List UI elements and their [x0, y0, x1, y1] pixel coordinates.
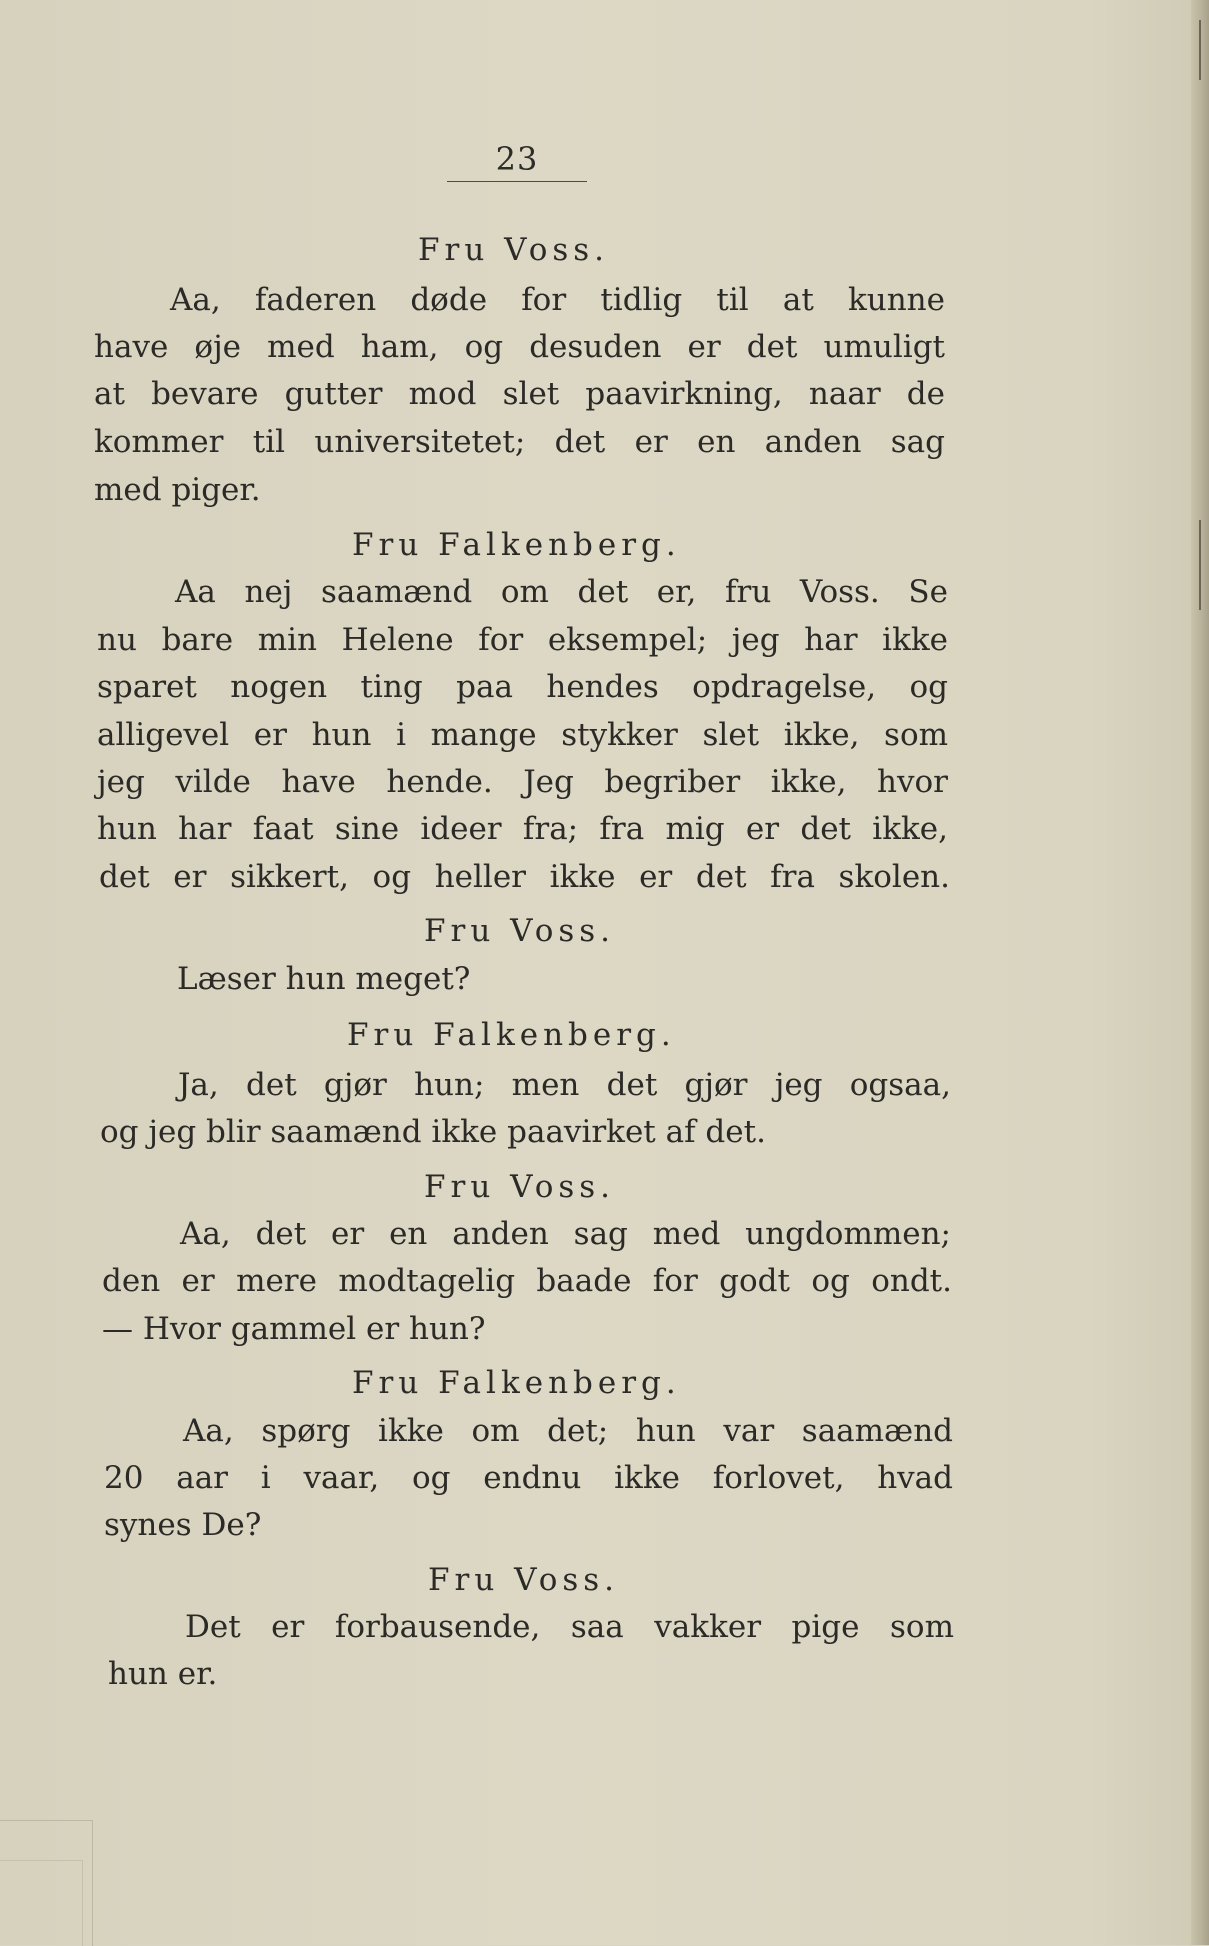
text-line: Aa nej saamænd om det er, fru Voss. Se — [175, 574, 948, 610]
text-line: 20 aar i vaar, og endnu ikke forlovet, hvad — [104, 1460, 953, 1496]
text-line: Ja, det gjør hun; men det gjør jeg ogsaa, — [178, 1067, 951, 1103]
page-edge — [1191, 0, 1209, 1945]
speaker-heading: Fru Voss. — [424, 913, 616, 949]
text-line: Aa, det er en anden sag med ungdommen; — [180, 1216, 951, 1252]
text-line: alligevel er hun i mange stykker slet ikke, som — [97, 717, 948, 753]
page-number-rule — [447, 181, 587, 182]
text-line: jeg vilde have hende. Jeg begriber ikke, hvor — [97, 764, 948, 800]
text-line: det er sikkert, og heller ikke er det fra skolen. — [99, 859, 950, 895]
text-line: Det er forbausende, saa vakker pige som — [185, 1609, 954, 1645]
text-line: med piger. — [94, 472, 261, 508]
edge-mark — [1199, 20, 1201, 80]
speaker-heading: Fru Falkenberg. — [352, 1365, 681, 1401]
text-line: kommer til universitetet; det er en anden sag — [94, 424, 945, 460]
speaker-heading: Fru Falkenberg. — [347, 1017, 676, 1053]
text-line: synes De? — [104, 1507, 262, 1543]
speaker-heading: Fru Voss. — [424, 1169, 616, 1205]
text-line: Aa, faderen døde for tidlig til at kunne — [170, 282, 945, 318]
page-number: 23 — [495, 140, 539, 178]
text-line: Læser hun meget? — [177, 961, 471, 997]
speaker-heading: Fru Falkenberg. — [352, 527, 681, 563]
text-line: at bevare gutter mod slet paavirkning, naar de — [94, 376, 945, 412]
edge-mark — [1199, 520, 1201, 610]
speaker-heading: Fru Voss. — [428, 1562, 620, 1598]
text-line: nu bare min Helene for eksempel; jeg har ikke — [97, 622, 948, 658]
text-line: have øje med ham, og desuden er det umuligt — [94, 329, 945, 365]
text-line: og jeg blir saamænd ikke paavirket af det. — [100, 1114, 766, 1150]
text-line: hun er. — [108, 1656, 218, 1692]
text-line: — Hvor gammel er hun? — [102, 1311, 486, 1347]
text-line: den er mere modtagelig baade for godt og ondt. — [102, 1263, 952, 1299]
text-line: Aa, spørg ikke om det; hun var saamænd — [183, 1413, 953, 1449]
speaker-heading: Fru Voss. — [418, 232, 610, 268]
text-line: hun har faat sine ideer fra; fra mig er det ikke, — [97, 811, 948, 847]
text-line: sparet nogen ting paa hendes opdragelse, og — [97, 669, 948, 705]
scan-corner-mark — [0, 1860, 83, 1946]
